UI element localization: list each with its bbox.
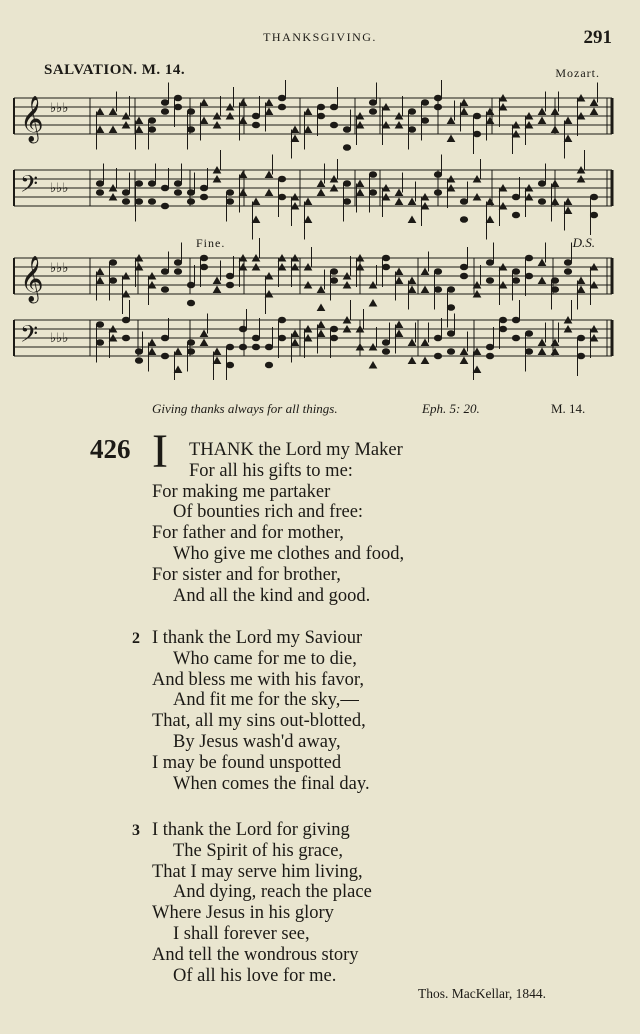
note-head bbox=[97, 269, 104, 275]
note-head bbox=[565, 136, 572, 142]
note-head bbox=[187, 300, 194, 306]
hymn-line: And bless me with his favor, bbox=[152, 669, 364, 690]
note-head bbox=[135, 181, 142, 187]
note-head bbox=[382, 264, 389, 270]
note-head bbox=[161, 287, 168, 293]
note-head bbox=[486, 260, 493, 266]
note-head bbox=[578, 278, 585, 284]
note-head bbox=[343, 199, 350, 205]
note-head bbox=[552, 109, 559, 115]
note-head bbox=[434, 190, 441, 196]
note-head bbox=[214, 349, 221, 355]
note-head bbox=[512, 317, 519, 323]
note-head bbox=[135, 349, 142, 355]
note-head bbox=[486, 344, 493, 350]
note-head bbox=[187, 340, 194, 346]
note-head bbox=[552, 181, 559, 187]
note-head bbox=[486, 353, 493, 359]
note-head bbox=[487, 217, 494, 223]
hymn-line: Who give me clothes and food, bbox=[173, 544, 405, 564]
note-head bbox=[551, 287, 558, 293]
note-head bbox=[382, 340, 389, 346]
hymn-line: That, all my sins out-blotted, bbox=[152, 711, 366, 732]
note-head bbox=[161, 100, 168, 106]
note-head bbox=[317, 113, 324, 119]
note-head bbox=[240, 100, 247, 106]
note-head bbox=[552, 199, 559, 205]
note-head bbox=[200, 255, 207, 261]
note-head bbox=[187, 199, 194, 205]
note-head bbox=[135, 358, 142, 364]
bass-clef: 𝄢 bbox=[20, 320, 39, 353]
note-head bbox=[591, 100, 598, 106]
note-head bbox=[253, 199, 260, 205]
note-head bbox=[564, 269, 571, 275]
note-head bbox=[292, 340, 299, 346]
note-head bbox=[369, 172, 376, 178]
note-head bbox=[330, 326, 337, 332]
note-head bbox=[499, 317, 506, 323]
note-head bbox=[369, 190, 376, 196]
note-head bbox=[578, 287, 585, 293]
note-head bbox=[434, 269, 441, 275]
hymn-line: For making me partaker bbox=[152, 481, 331, 502]
note-head bbox=[201, 331, 208, 337]
note-head bbox=[409, 199, 416, 205]
hymn-line: Of bounties rich and free: bbox=[173, 502, 364, 523]
treble-clef: 𝄞 bbox=[20, 256, 44, 302]
note-head bbox=[422, 269, 429, 275]
note-head bbox=[577, 353, 584, 359]
note-head bbox=[409, 358, 416, 364]
note-head bbox=[240, 172, 247, 178]
note-head bbox=[122, 335, 129, 341]
note-head bbox=[512, 212, 519, 218]
note-head bbox=[214, 278, 221, 284]
note-head bbox=[461, 109, 468, 115]
hymn-line: For all his gifts to me: bbox=[189, 460, 353, 481]
note-head bbox=[369, 109, 376, 115]
composer: Mozart. bbox=[555, 66, 600, 80]
note-head bbox=[161, 335, 168, 341]
note-head bbox=[200, 194, 207, 200]
hymn-line: And dying, reach the place bbox=[173, 882, 372, 903]
note-head bbox=[292, 127, 299, 133]
note-head bbox=[421, 100, 428, 106]
note-head bbox=[577, 335, 584, 341]
note-head bbox=[370, 362, 377, 368]
section-title: THANKSGIVING. bbox=[263, 30, 377, 44]
note-head bbox=[330, 335, 337, 341]
note-head bbox=[551, 278, 558, 284]
note-head bbox=[460, 217, 467, 223]
note-head bbox=[239, 344, 246, 350]
note-head bbox=[265, 362, 272, 368]
hymn-line: I thank the Lord for giving bbox=[152, 820, 350, 840]
note-head bbox=[187, 349, 194, 355]
note-head bbox=[305, 109, 312, 115]
note-head bbox=[96, 190, 103, 196]
note-head bbox=[330, 269, 337, 275]
hymn-line: I shall forever see, bbox=[173, 924, 310, 944]
note-head bbox=[512, 194, 519, 200]
note-head bbox=[434, 104, 441, 110]
note-head bbox=[434, 172, 441, 178]
ds-marking: D.S. bbox=[572, 235, 595, 250]
treble-clef: 𝄞 bbox=[20, 96, 44, 142]
note-head bbox=[305, 199, 312, 205]
note-head bbox=[136, 127, 143, 133]
stanza-number: 2 bbox=[132, 630, 140, 647]
note-head bbox=[278, 317, 285, 323]
note-head bbox=[187, 109, 194, 115]
note-head bbox=[590, 194, 597, 200]
note-head bbox=[330, 278, 337, 284]
note-head bbox=[161, 269, 168, 275]
hymn-line: And fit me for the sky,— bbox=[173, 690, 359, 711]
note-head bbox=[474, 349, 481, 355]
note-head bbox=[396, 269, 403, 275]
note-head bbox=[473, 131, 480, 137]
note-head bbox=[447, 287, 454, 293]
key-signature: ♭♭♭ bbox=[50, 181, 69, 196]
note-head bbox=[512, 278, 519, 284]
note-head bbox=[109, 260, 116, 266]
note-head bbox=[473, 113, 480, 119]
note-head bbox=[226, 282, 233, 288]
note-head bbox=[266, 100, 273, 106]
note-head bbox=[448, 118, 455, 124]
music-score bbox=[0, 80, 640, 380]
note-head bbox=[175, 367, 182, 373]
note-head bbox=[226, 199, 233, 205]
drop-cap: I bbox=[152, 425, 168, 478]
note-head bbox=[161, 185, 168, 191]
note-head bbox=[539, 118, 546, 124]
note-head bbox=[148, 118, 155, 124]
author-credit: Thos. MacKellar, 1844. bbox=[418, 986, 547, 1001]
hymn-line: Of all his love for me. bbox=[173, 965, 337, 986]
note-head bbox=[96, 340, 103, 346]
note-head bbox=[318, 331, 325, 337]
note-head bbox=[305, 217, 312, 223]
note-head bbox=[447, 349, 454, 355]
note-head bbox=[226, 273, 233, 279]
note-head bbox=[149, 349, 156, 355]
note-head bbox=[266, 109, 273, 115]
page-number: 291 bbox=[583, 27, 612, 48]
note-head bbox=[175, 349, 182, 355]
note-head bbox=[278, 335, 285, 341]
note-head bbox=[200, 185, 207, 191]
note-head bbox=[200, 264, 207, 270]
note-head bbox=[369, 100, 376, 106]
note-head bbox=[305, 127, 312, 133]
note-head bbox=[474, 367, 481, 373]
note-head bbox=[148, 181, 155, 187]
note-head bbox=[161, 353, 168, 359]
hymn-number: 426 bbox=[90, 434, 131, 464]
note-head bbox=[252, 335, 259, 341]
note-head bbox=[278, 95, 285, 101]
note-head bbox=[135, 199, 142, 205]
note-head bbox=[447, 305, 454, 311]
note-head bbox=[396, 199, 403, 205]
note-head bbox=[409, 287, 416, 293]
note-head bbox=[396, 322, 403, 328]
scripture-reference: Eph. 5: 20. bbox=[422, 401, 480, 416]
hymn-line: That I may serve him living, bbox=[152, 861, 363, 882]
note-head bbox=[565, 199, 572, 205]
note-head bbox=[357, 190, 364, 196]
note-head bbox=[136, 118, 143, 124]
note-head bbox=[174, 104, 181, 110]
note-head bbox=[409, 217, 416, 223]
hymn-line: For father and for mother, bbox=[152, 523, 344, 544]
key-signature: ♭♭♭ bbox=[50, 261, 69, 276]
note-head bbox=[460, 199, 467, 205]
note-head bbox=[97, 278, 104, 284]
note-head bbox=[318, 190, 325, 196]
note-head bbox=[396, 331, 403, 337]
note-head bbox=[201, 118, 208, 124]
note-head bbox=[434, 95, 441, 101]
note-head bbox=[253, 217, 260, 223]
note-head bbox=[512, 335, 519, 341]
note-head bbox=[239, 326, 246, 332]
note-head bbox=[525, 331, 532, 337]
note-head bbox=[382, 349, 389, 355]
note-head bbox=[382, 255, 389, 261]
note-head bbox=[318, 287, 325, 293]
hymn-line: For sister and for brother, bbox=[152, 564, 341, 585]
note-head bbox=[226, 362, 233, 368]
note-head bbox=[486, 278, 493, 284]
note-head bbox=[292, 331, 299, 337]
hymn-line: The Spirit of his grace, bbox=[173, 840, 344, 861]
fine-marking: Fine. bbox=[196, 236, 226, 250]
hymn-line: When comes the final day. bbox=[173, 773, 370, 794]
note-head bbox=[317, 104, 324, 110]
note-head bbox=[330, 104, 337, 110]
hymn-line: THANK the Lord my Maker bbox=[189, 440, 403, 460]
note-head bbox=[448, 136, 455, 142]
note-head bbox=[552, 127, 559, 133]
note-head bbox=[318, 181, 325, 187]
note-head bbox=[187, 127, 194, 133]
note-head bbox=[278, 176, 285, 182]
note-head bbox=[590, 212, 597, 218]
note-head bbox=[201, 340, 208, 346]
hymn-line: Who came for me to die, bbox=[173, 648, 357, 669]
note-head bbox=[409, 278, 416, 284]
note-head bbox=[122, 199, 129, 205]
note-head bbox=[343, 181, 350, 187]
note-head bbox=[408, 109, 415, 115]
note-head bbox=[343, 145, 350, 151]
note-head bbox=[357, 181, 364, 187]
note-head bbox=[539, 278, 546, 284]
note-head bbox=[461, 100, 468, 106]
note-head bbox=[565, 208, 572, 214]
note-head bbox=[226, 190, 233, 196]
note-head bbox=[421, 118, 428, 124]
note-head bbox=[396, 190, 403, 196]
note-head bbox=[318, 322, 325, 328]
bass-clef: 𝄢 bbox=[20, 170, 39, 203]
note-head bbox=[96, 322, 103, 328]
note-head bbox=[201, 100, 208, 106]
meter-label: M. 14. bbox=[551, 401, 586, 416]
note-head bbox=[148, 127, 155, 133]
note-head bbox=[252, 113, 259, 119]
hymn-line: And all the kind and good. bbox=[173, 585, 371, 606]
note-head bbox=[122, 190, 129, 196]
key-signature: ♭♭♭ bbox=[50, 101, 69, 116]
note-head bbox=[110, 127, 117, 133]
hymn-line: By Jesus wash'd away, bbox=[173, 732, 341, 752]
scripture-text: Giving thanks always for all things. bbox=[152, 401, 338, 416]
note-head bbox=[266, 190, 273, 196]
hymn-line: I thank the Lord my Saviour bbox=[152, 628, 363, 648]
note-head bbox=[565, 118, 572, 124]
note-head bbox=[525, 273, 532, 279]
note-head bbox=[460, 264, 467, 270]
note-head bbox=[434, 335, 441, 341]
note-head bbox=[318, 305, 325, 311]
note-head bbox=[460, 273, 467, 279]
note-head bbox=[434, 287, 441, 293]
note-head bbox=[226, 344, 233, 350]
note-head bbox=[461, 349, 468, 355]
note-head bbox=[370, 300, 377, 306]
note-head bbox=[97, 127, 104, 133]
note-head bbox=[564, 260, 571, 266]
note-head bbox=[525, 255, 532, 261]
note-head bbox=[214, 287, 221, 293]
note-head bbox=[278, 104, 285, 110]
note-head bbox=[461, 358, 468, 364]
note-head bbox=[148, 199, 155, 205]
note-head bbox=[187, 282, 194, 288]
note-head bbox=[110, 109, 117, 115]
note-head bbox=[252, 344, 259, 350]
note-head bbox=[161, 109, 168, 115]
key-signature: ♭♭♭ bbox=[50, 331, 69, 346]
note-head bbox=[174, 95, 181, 101]
note-head bbox=[539, 340, 546, 346]
note-head bbox=[214, 358, 221, 364]
hymn-line: And tell the wondrous story bbox=[152, 944, 359, 965]
note-head bbox=[409, 340, 416, 346]
note-head bbox=[96, 181, 103, 187]
note-head bbox=[499, 326, 506, 332]
hymn-line: I may be found unspotted bbox=[152, 752, 342, 773]
note-head bbox=[149, 340, 156, 346]
note-head bbox=[525, 349, 532, 355]
note-head bbox=[109, 278, 116, 284]
note-head bbox=[174, 269, 181, 275]
note-head bbox=[539, 109, 546, 115]
note-head bbox=[422, 358, 429, 364]
note-head bbox=[240, 190, 247, 196]
note-head bbox=[539, 260, 546, 266]
note-head bbox=[122, 317, 129, 323]
note-head bbox=[408, 127, 415, 133]
note-head bbox=[512, 269, 519, 275]
note-head bbox=[278, 194, 285, 200]
note-head bbox=[343, 127, 350, 133]
hymn-line: Where Jesus in his glory bbox=[152, 903, 334, 924]
note-head bbox=[174, 181, 181, 187]
tune-name: SALVATION. M. 14. bbox=[44, 62, 186, 78]
note-head bbox=[161, 203, 168, 209]
note-head bbox=[396, 278, 403, 284]
note-head bbox=[266, 172, 273, 178]
note-head bbox=[422, 287, 429, 293]
note-head bbox=[330, 122, 337, 128]
note-head bbox=[174, 190, 181, 196]
note-head bbox=[434, 353, 441, 359]
note-head bbox=[538, 181, 545, 187]
note-head bbox=[422, 340, 429, 346]
note-head bbox=[292, 136, 299, 142]
note-head bbox=[539, 349, 546, 355]
note-head bbox=[447, 331, 454, 337]
note-head bbox=[265, 344, 272, 350]
note-head bbox=[240, 118, 247, 124]
note-head bbox=[538, 199, 545, 205]
note-head bbox=[187, 190, 194, 196]
note-head bbox=[97, 109, 104, 115]
note-head bbox=[591, 109, 598, 115]
note-head bbox=[174, 260, 181, 266]
stanza-number: 3 bbox=[132, 822, 140, 839]
note-head bbox=[252, 122, 259, 128]
